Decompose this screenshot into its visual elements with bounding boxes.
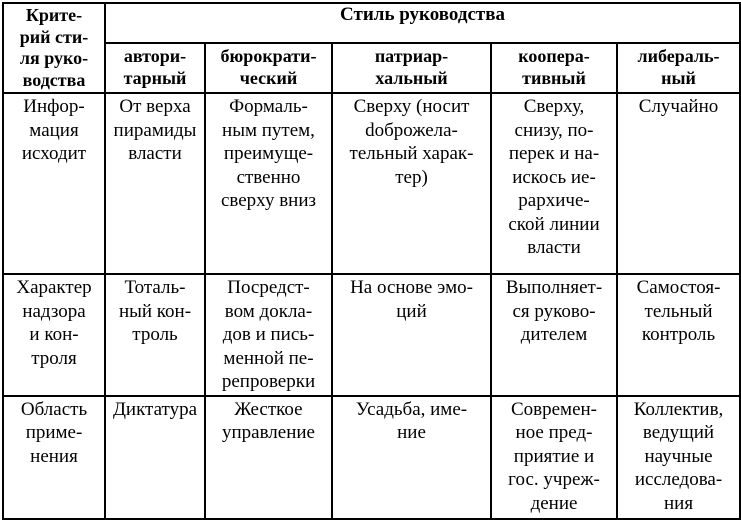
table-cell: Случайно (617, 93, 740, 274)
style-header-authoritarian: автори- тарный (105, 43, 205, 93)
table-cell: Посредст- вом докла- дов и пись- менной пе- репроверки (205, 274, 332, 396)
table-row (3, 93, 740, 274)
style-header-bureaucratic: бюрократи- ческий (205, 43, 332, 93)
style-header-liberal: либераль- ный (617, 43, 740, 93)
criterion-cell: Область приме- нения (3, 396, 105, 519)
table-cell: Современ- ное пред- приятие и гос. учреж- дение (491, 396, 617, 519)
table-row (3, 274, 740, 396)
style-header-cooperative: коопера- тивный (491, 43, 617, 93)
criterion-header: Крите- рий сти- ля руко- водства (3, 3, 105, 93)
style-group-header: Стиль руководства (105, 3, 740, 43)
table-cell: От верха пирамиды власти (105, 93, 205, 274)
table-cell: Усадьба, име- ние (332, 396, 491, 519)
header-row-top (3, 3, 740, 43)
table-cell: Коллектив, ведущий научные исследова- ния (617, 396, 740, 519)
table-row (3, 396, 740, 519)
criterion-cell: Характер надзора и кон- троля (3, 274, 105, 396)
table-cell: На основе эмо- ций (332, 274, 491, 396)
table-cell: Диктатура (105, 396, 205, 519)
table-cell: Формаль- ным путем, преимуще- ственно сверху вниз (205, 93, 332, 274)
table-cell: Самостоя- тельный контроль (617, 274, 740, 396)
table-cell: Сверху, снизу, по- перек и на- искось иe- рархиче- ской линии власти (491, 93, 617, 274)
table-cell: Жесткое управление (205, 396, 332, 519)
table-cell: Выполняет- ся руково- дителем (491, 274, 617, 396)
table-cell: Тоталь- ный кон- троль (105, 274, 205, 396)
leadership-styles-table (2, 2, 741, 520)
criterion-cell: Инфор- мация исходит (3, 93, 105, 274)
style-header-patriarchal: патриар- хальный (332, 43, 491, 93)
header-row-styles (3, 43, 740, 93)
table-cell: Сверху (носит dоброжела- тельный харак- тер) (332, 93, 491, 274)
